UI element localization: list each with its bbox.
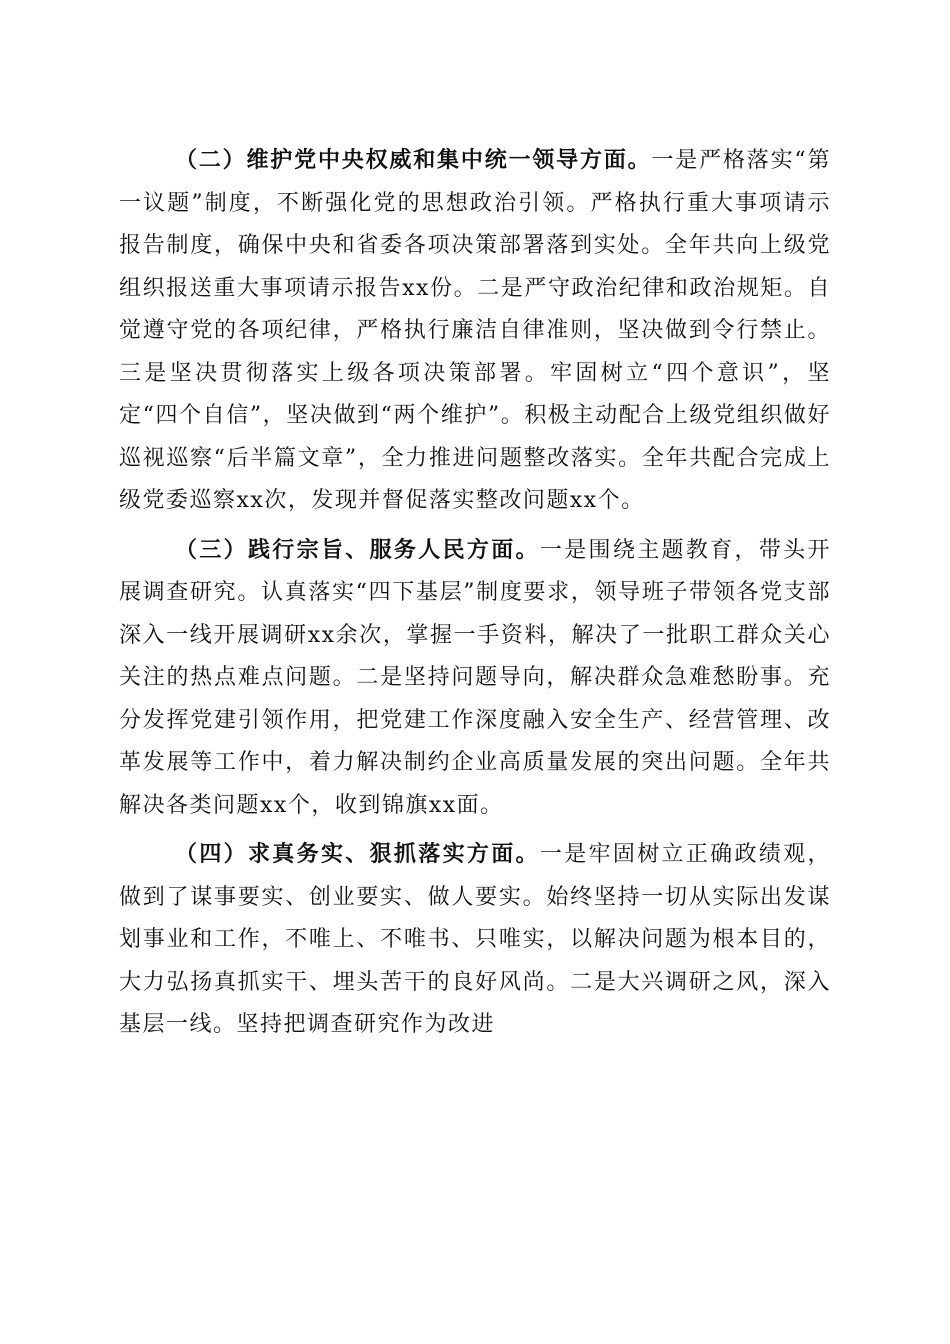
paragraph-text-3: 一是围绕主题教育，带头开展调查研究。认真落实“四下基层”制度要求，领导班子带领各党支部深入一线开展调研xx余次，掌握一手资料，解决了一批职工群众关心关注的热点难点问题。二是坚持问题导向，解决群众急难愁盼事。充分发挥党建引领作用，把党建工作深度融入安全生产、经营管理、改革发展等工作中，着力解决制约企业高质量发展的突出问题。全年共解决各类问题xx个，收到锦旗xx面。 bbox=[119, 537, 831, 818]
paragraph-3 bbox=[119, 530, 831, 828]
paragraph-2 bbox=[119, 140, 831, 523]
document-body bbox=[119, 140, 831, 1047]
paragraph-text-2: 一是严格落实“第一议题”制度，不断强化党的思想政治引领。严格执行重大事项请示报告制度，确保中央和省委各项决策部署落到实处。全年共向上级党组织报送重大事项请示报告xx份。二是严守政治纪律和政治规矩。自觉遵守党的各项纪律，严格执行廉洁自律准则，坚决做到令行禁止。三是坚决贯彻落实上级各项决策部署。牢固树立“四个意识”，坚定“四个自信”，坚决做到“两个维护”。积极主动配合上级党组织做好巡视巡察“后半篇文章”，全力推进问题整改落实。全年共配合完成上级党委巡察xx次，发现并督促落实整改问题xx个。 bbox=[119, 148, 831, 513]
section-heading-3: （三）践行宗旨、服务人民方面。 bbox=[175, 537, 540, 563]
paragraph-text-4: 一是牢固树立正确政绩观，做到了谋事要实、创业要实、做人要实。始终坚持一切从实际出发谋划事业和工作，不唯上、不唯书、只唯实，以解决问题为根本目的，大力弘扬真抓实干、埋头苦干的良好风尚。二是大兴调研之风，深入基层一线。坚持把调查研究作为改进 bbox=[119, 842, 831, 1037]
section-heading-4: （四）求真务实、狠抓落实方面。 bbox=[175, 842, 540, 867]
paragraph-4 bbox=[119, 834, 831, 1047]
section-heading-2: （二）维护党中央权威和集中统一领导方面。 bbox=[175, 148, 652, 173]
